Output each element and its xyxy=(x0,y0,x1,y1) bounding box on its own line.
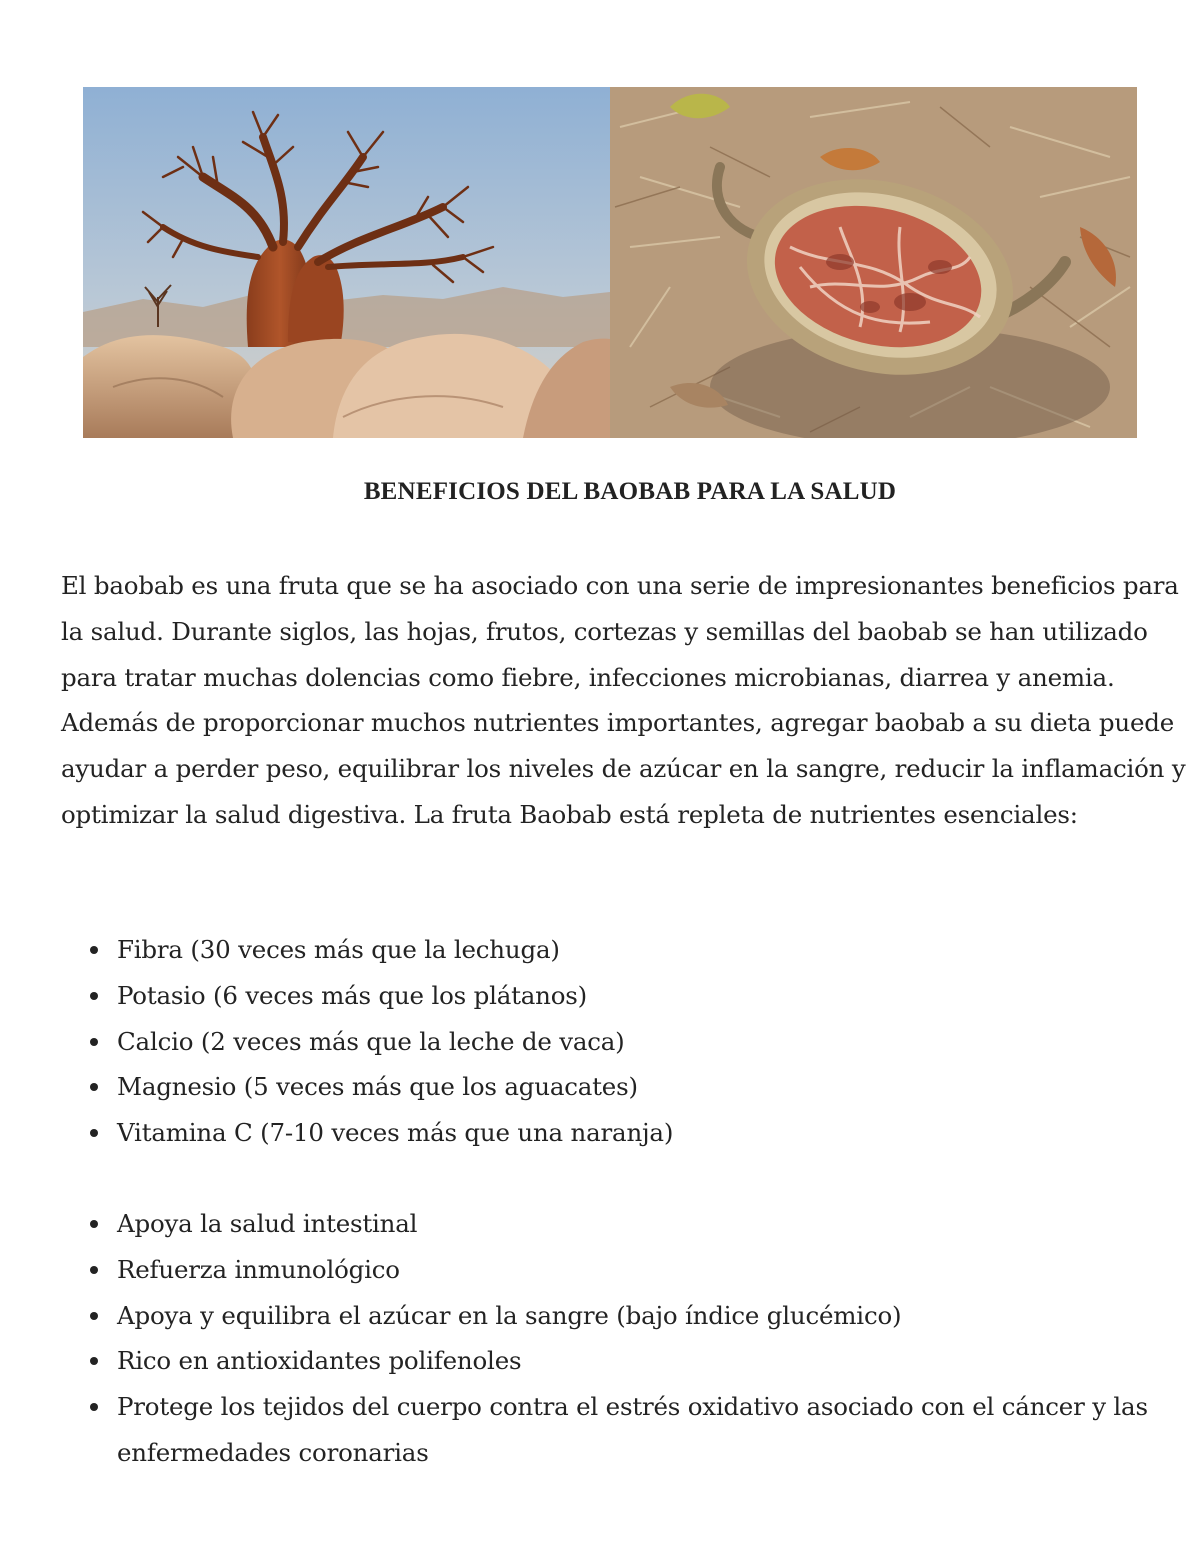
list-item: Apoya y equilibra el azúcar en la sangre (bajo índice glucémico) xyxy=(117,1293,1191,1339)
page-title: BENEFICIOS DEL BAOBAB PARA LA SALUD xyxy=(363,478,897,505)
header-photos xyxy=(83,87,1137,438)
list-item: Fibra (30 veces más que la lechuga) xyxy=(117,927,1191,973)
list-item: Protege los tejidos del cuerpo contra el estrés oxidativo asociado con el cáncer y las enfermedades coronarias xyxy=(117,1384,1191,1476)
nutrients-list xyxy=(61,927,1191,1156)
intro-paragraph: El baobab es una fruta que se ha asociado con una serie de impresionantes beneficios para la salud. Durante siglos, las hojas, frutos, cortezas y semillas del baobab se han utilizado para tratar muchas dolencias como fiebre, infecciones microbianas, diarrea y anemia. Además de proporcionar muchos nutrientes importantes, agregar baobab a su dieta puede ayudar a perder peso, equilibrar los niveles de azúcar en la sangre, reducir la inflamación y optimizar la salud digestiva. La fruta Baobab está repleta de nutrientes esenciales: xyxy=(61,571,1186,829)
list-item: Rico en antioxidantes polifenoles xyxy=(117,1338,1191,1384)
list-item: Potasio (6 veces más que los plátanos) xyxy=(117,973,1191,1019)
list-item: Apoya la salud intestinal xyxy=(117,1201,1191,1247)
list-item: Refuerza inmunológico xyxy=(117,1247,1191,1293)
list-item: Magnesio (5 veces más que los aguacates) xyxy=(117,1064,1191,1110)
baobab-fruit-photo xyxy=(610,87,1137,438)
benefits-list xyxy=(61,1201,1191,1476)
baobab-tree-photo xyxy=(83,87,610,438)
list-item: Calcio (2 veces más que la leche de vaca) xyxy=(117,1019,1191,1065)
list-item: Vitamina C (7-10 veces más que una naranja) xyxy=(117,1110,1191,1156)
